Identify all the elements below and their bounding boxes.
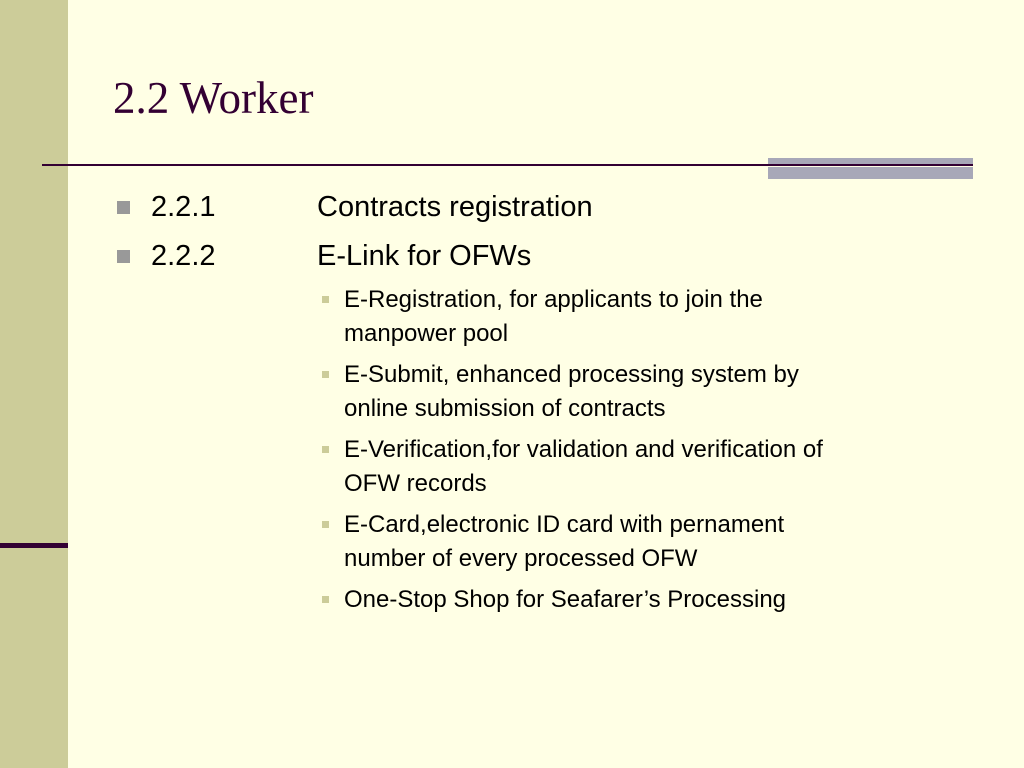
title-rule-accent-upper	[768, 158, 973, 164]
sub-bullet-line: online submission of contracts	[344, 395, 666, 422]
sub-bullet-line: E-Card,electronic ID card with pernament	[344, 511, 785, 538]
small-square-bullet-icon	[322, 296, 329, 303]
sub-bullet-text	[344, 358, 922, 426]
small-square-bullet-icon	[322, 521, 329, 528]
sub-bullet-line: One-Stop Shop for Seafarer’s Processing	[344, 586, 787, 613]
slide-title: 2.2 Worker	[113, 73, 314, 123]
sub-bullet-text	[344, 508, 922, 576]
left-decorative-band	[0, 0, 68, 768]
square-bullet-icon	[117, 201, 130, 214]
sub-bullet-line: manpower pool	[344, 320, 509, 347]
bullet-label: E-Link for OFWs	[317, 240, 532, 272]
title-rule-accent-lower	[768, 167, 973, 179]
sub-bullet-text	[344, 283, 922, 351]
sub-bullet-line: E-Submit, enhanced processing system by	[344, 361, 799, 388]
title-underline-rule	[42, 164, 973, 166]
sub-bullet-line: OFW records	[344, 470, 487, 497]
bullet-number: 2.2.2	[151, 240, 216, 272]
small-square-bullet-icon	[322, 596, 329, 603]
small-square-bullet-icon	[322, 371, 329, 378]
small-square-bullet-icon	[322, 446, 329, 453]
sub-bullet-line: number of every processed OFW	[344, 545, 698, 572]
sub-bullet-text	[344, 433, 922, 501]
bullet-label: Contracts registration	[317, 191, 593, 223]
sub-bullet-line: E-Registration, for applicants to join the	[344, 286, 763, 313]
sub-bullet-line: E-Verification,for validation and verification of	[344, 436, 823, 463]
left-band-accent-bar	[0, 543, 68, 548]
square-bullet-icon	[117, 250, 130, 263]
sub-bullet-text	[344, 583, 922, 617]
bullet-number: 2.2.1	[151, 191, 216, 223]
